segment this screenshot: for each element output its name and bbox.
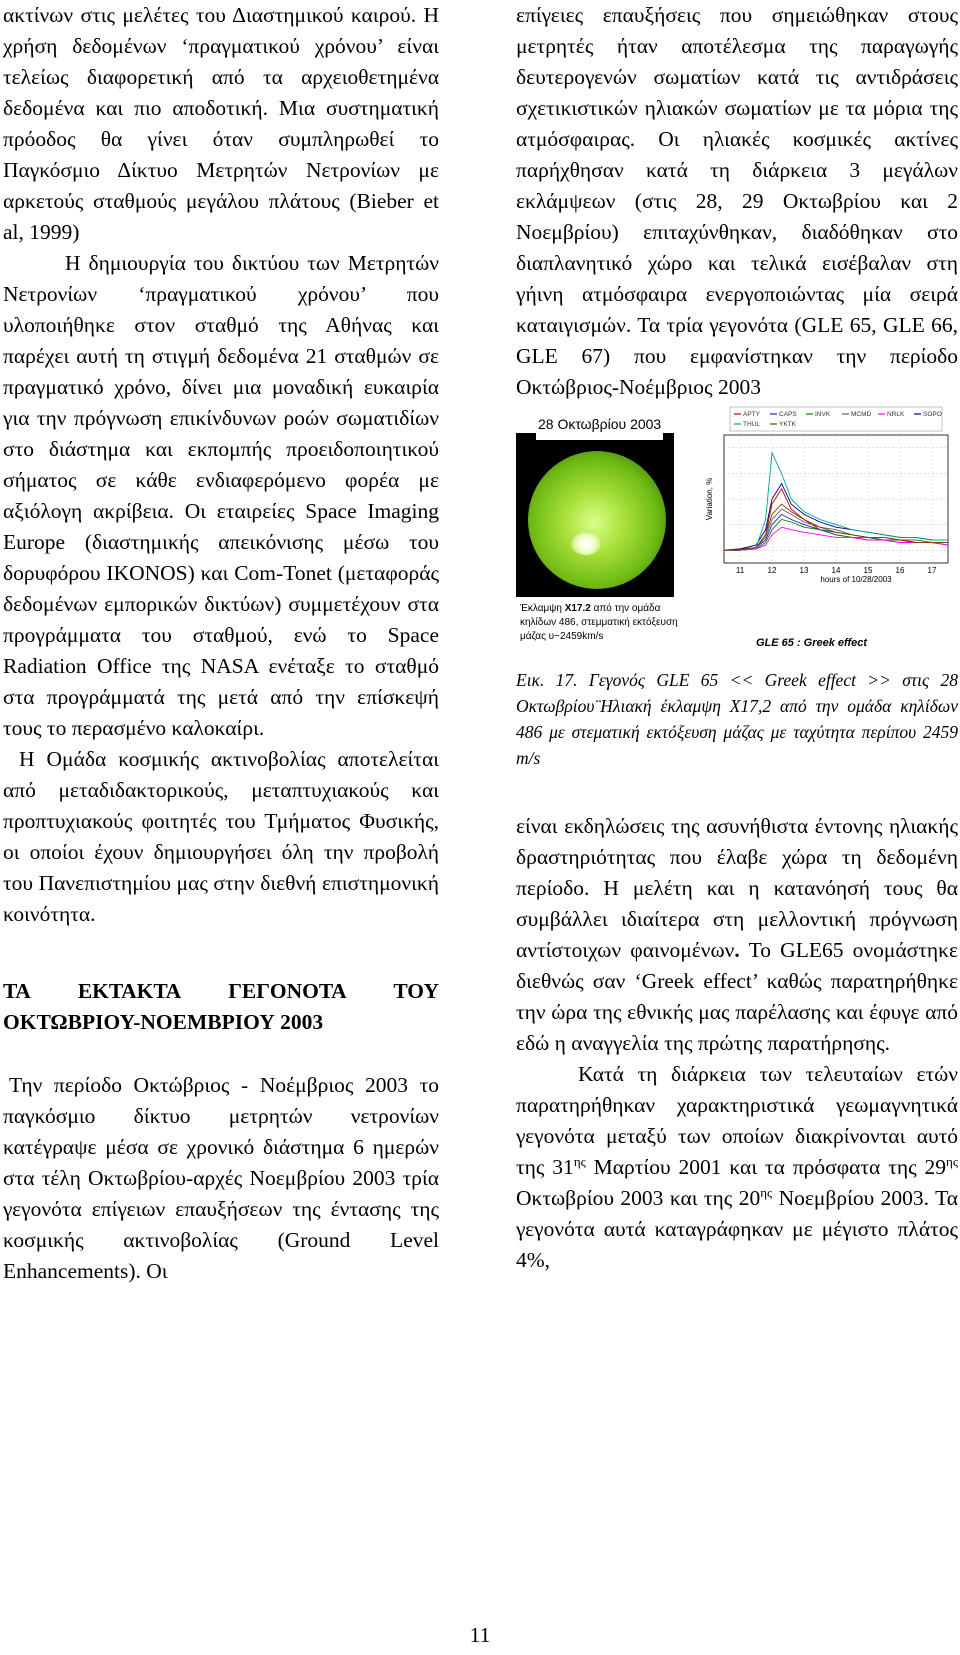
legend-box bbox=[730, 407, 942, 431]
x-tick-label: 14 bbox=[831, 566, 841, 575]
x-tick-label: 16 bbox=[895, 566, 905, 575]
legend-entry: NRLK bbox=[887, 411, 905, 418]
ordinal-suffix-2: ης bbox=[946, 1153, 958, 1169]
left-column bbox=[3, 0, 439, 1287]
greek-effect-text-b: Το GLE65 ονομάστηκε διεθνώς σαν ‘Greek effect’ καθώς παρατηρήθηκε την ώρα της εθνικής μας παρέλασης και έφυγε από εδώ η αναγγελία της πρώτης παρατήρησης. bbox=[516, 938, 958, 1055]
paragraph-space-weather: ακτίνων στις μελέτες του Διαστημικού καιρού. Η χρήση δεδομένων ‘πραγματικού χρόνου’ είναι τελείως διαφορετική από τα αρχειοθετημένα δεδομένα και πιο αποδοτική. Μια συστηματική πρόοδος θα γίνει όταν συμπληρωθεί το Παγκόσμιο Δίκτυο Μετρητών Νετρονίων με αρκετούς σταθμούς μεγάλου πλάτους (Bieber et al, 1999) bbox=[3, 3, 439, 244]
sun-disk-icon bbox=[528, 451, 666, 589]
flare-caption-text-2: από την ομάδα κηλίδων 486, στεμματική εκτόξευση μάζας υ~2459km/s bbox=[520, 603, 678, 642]
y-axis-label: Variation, % bbox=[705, 477, 714, 521]
figure-gle65 bbox=[516, 405, 958, 667]
legend-entry: THUL bbox=[743, 421, 760, 428]
geomagnetic-text-b: Μαρτίου 2001 και τα πρόσφατα της 29 bbox=[585, 1155, 947, 1179]
figure-date-label: 28 Οκτωβρίου 2003 bbox=[536, 409, 663, 440]
figure-caption: Εικ. 17. Γεγονός GLE 65 << Greek effect >> στις 28 Οκτωβρίου¨Ηλιακή έκλαμψη Χ17,2 από την ομάδα κηλίδων 486 με στεματική εκτόξευση μάζας με ταχύτητα περίπου 2459 m/s bbox=[516, 670, 958, 768]
ordinal-suffix-3: ης bbox=[760, 1184, 773, 1200]
paragraph-gle-intro: Την περίοδο Οκτώβριος - Νοέμβριος 2003 το παγκόσμιο δίκτυο μετρητών νετρονίων κατέγραψε μέσα σε χρονικό διάστημα 6 ημερών στα τέλη Οκτωβρίου-αρχές Νοεμβρίου 2003 τρία γεγονότα επίγειων επαυξήσεων της έντασης της κοσμικής ακτινοβολίας (Ground Level Enhancements). Οι bbox=[3, 1073, 439, 1283]
section-heading: ΤΑ ΕΚΤΑΚΤΑ ΓΕΓΟΝΟΤΑ ΤΟΥ ΟΚΤΩΒΡΙΟΥ-ΝΟΕΜΒΡΙΟΥ 2003 bbox=[3, 979, 439, 1034]
geomagnetic-text-c: Οκτωβρίου 2003 και της 20 bbox=[516, 1186, 761, 1210]
flare-caption-class: X17.2 bbox=[564, 603, 591, 614]
legend-entry: YKTK bbox=[779, 421, 796, 428]
solar-flare-icon bbox=[571, 533, 601, 555]
legend-entry: SOPO bbox=[923, 411, 942, 418]
greek-effect-text-a: είναι εκδηλώσεις της ασυνήθιστα έντονης ηλιακής δραστηριότητας που έλαβε χώρα τη δεδομένη περίοδο. Η μελέτη και η κατανόησή τους θα συμβάλλει ιδιαίτερα στη μελλοντική πρόγνωση αντίστοιχων φαινομένων bbox=[516, 814, 958, 962]
paragraph-network-athens: Η δημιουργία του δικτύου των Μετρητών Νετρονίων ‘πραγματικού χρόνου’ που υλοποιήθηκε στον σταθμό της Αθήνας και παρέχει αυτή τη στιγμή δεδομένα 21 σταθμών σε πραγματικό χρόνο, δίνει μια μοναδική ευκαιρία για την πρόγνωση επικίνδυνων ροών σωματιδίων στο διάστημα και εκπομπής προειδοποιητικού σήματος σε κάθε ενδιαφερόμενο φορέα με αξιόλογη ακρίβεια. Οι εταιρείες Space Imaging Europe (διαστημικής απεικόνισης μέσω του δορυφόρου IKONOS) και Com-Tonet (μεταφοράς δεδομένων εμπορικών δικτύων) συμμετέχουν στα προγράμματα του σταθμού, ενώ το Space Radiation Office της NASA ενέταξε το σταθμό στα προγράμματά της μετά από την επίσκεψή τους το περασμένο καλοκαίρι. bbox=[3, 251, 439, 740]
variation-chart bbox=[702, 405, 958, 585]
x-tick-label: 15 bbox=[863, 566, 873, 575]
paragraph-geomagnetic-events bbox=[516, 1059, 958, 1276]
right-column bbox=[516, 0, 958, 1276]
legend-entry: INVK bbox=[815, 411, 831, 418]
x-tick-label: 13 bbox=[799, 566, 809, 575]
legend-entry: APTY bbox=[743, 411, 760, 418]
x-tick-label: 12 bbox=[767, 566, 777, 575]
x-tick-label: 11 bbox=[735, 566, 745, 575]
legend-entry: CAPS bbox=[779, 411, 797, 418]
geomagnetic-text-d: Νοεμβρίου 2003. Τα γεγονότα αυτά καταγράφηκαν με μέγιστο πλάτος 4%, bbox=[516, 1186, 958, 1272]
sun-image bbox=[516, 433, 674, 597]
legend-entry: MCMD bbox=[851, 411, 872, 418]
greek-effect-dot: . bbox=[734, 938, 740, 962]
gle-label: GLE 65 : Greek effect bbox=[756, 637, 868, 649]
paragraph-greek-effect bbox=[516, 811, 958, 1059]
x-tick-label: 17 bbox=[927, 566, 937, 575]
geomagnetic-text-a: Κατά τη διάρκεια των τελευταίων ετών παρατηρήθηκαν χαρακτηριστικά γεωμαγνητικά γεγονότα μεταξύ των οποίων διακρίνονται αυτό της 31 bbox=[516, 1062, 958, 1179]
page-number: 11 bbox=[469, 1623, 491, 1647]
ordinal-suffix-1: ης bbox=[573, 1153, 586, 1169]
flare-caption bbox=[520, 602, 696, 644]
paragraph-gle-explanation: επίγειες επαυξήσεις που σημειώθηκαν στους μετρητές ήταν αποτέλεσμα της παραγωγής δευτερογενών σωματίων κατά τις αντιδράσεις σχετικιστικών ηλιακών σωματίων με τα μόρια της ατμόσφαιρας. Οι ηλιακές κοσμικές ακτίνες παρήχθησαν κατά τη διάρκεια 3 μεγάλων εκλάμψεων (στις 28, 29 Οκτωβρίου και 2 Νοεμβρίου) επιταχύνθηκαν, διαδόθηκαν στο διαπλανητικό χώρο και τελικά εισέβαλαν στη γήινη ατμόσφαιρα ενεργοποιώντας μία σειρά καταιγισμών. Τα τρία γεγονότα (GLE 65, GLE 66, GLE 67) που εμφανίστηκαν την περίοδο Οκτώβριος-Νοέμβριος 2003 bbox=[516, 3, 958, 399]
flare-caption-text-1: Έκλαμψη bbox=[520, 603, 565, 614]
paragraph-cosmic-ray-group: Η Ομάδα κοσμικής ακτινοβολίας αποτελείται από μεταδιδακτορικούς, μεταπτυχιακούς και προπτυχιακούς φοιτητές του Τμήματος Φυσικής, οι οποίοι έχουν δημιουργήσει όλη την προβολή του Πανεπιστημίου μας στην διεθνή επιστημονική κοινότητα. bbox=[3, 747, 439, 926]
x-axis-label: hours of 10/28/2003 bbox=[820, 575, 892, 584]
